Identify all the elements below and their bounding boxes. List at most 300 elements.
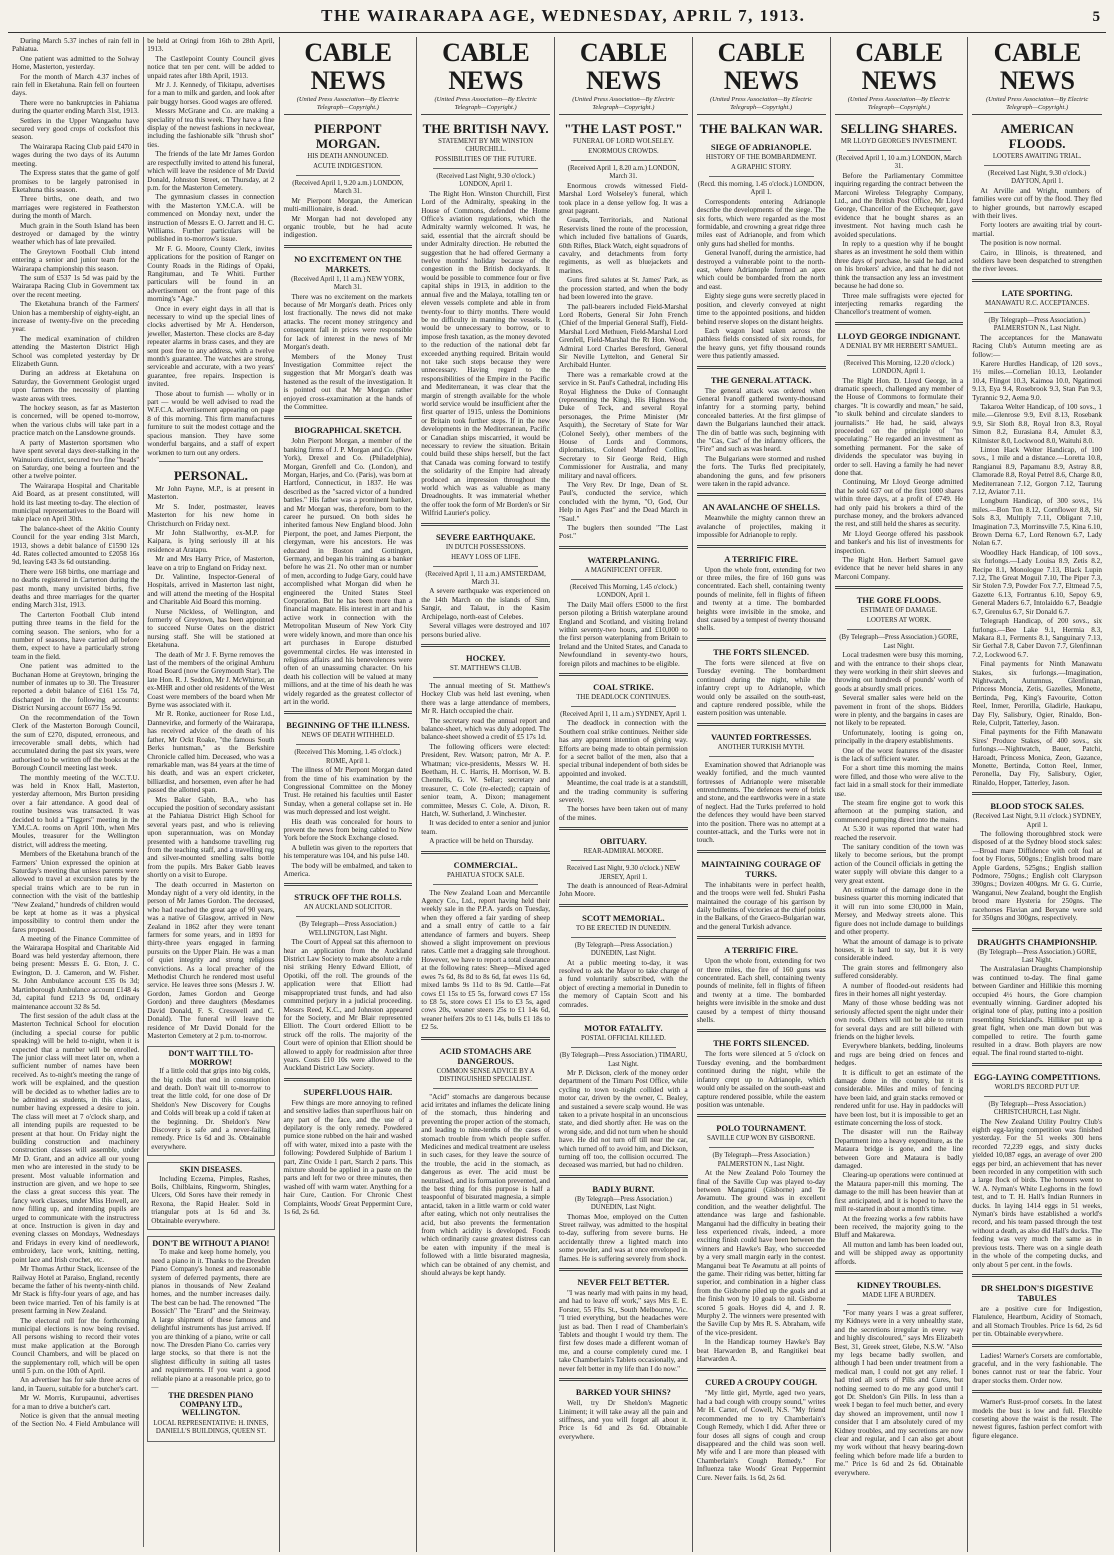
ad-heading: DON'T WAIT TILL TO-MORROW! <box>168 1049 254 1067</box>
article-heading: BARKED YOUR SHINS? <box>575 1387 671 1398</box>
press-credit: (United Press Association—By Electric Telegraph—Copyright.) <box>972 96 1102 115</box>
section-divider <box>972 1390 1102 1393</box>
section-divider <box>421 1037 550 1040</box>
cable-column-1 <box>280 37 418 1552</box>
article-paragraph: Enormous crowds witnessed Field-Marshal Lord Wolseley's funeral, which took place in a dense yellow fog. It was a great pageant. <box>559 181 688 216</box>
page-number: 5 <box>1092 9 1100 25</box>
local-paragraph: There were 168 births, one marriage and no deaths registered in Carterton during the past month, many unvisited births, five deaths and three marriages for the quarter ending March 31st, 1913. <box>12 567 140 610</box>
article-paragraph: Mr Morgan had not developed any organic trouble, but he had acute indigestion. <box>283 214 413 240</box>
article-subheading: MADE LIFE A BURDEN. <box>862 1291 936 1299</box>
advertisement-cold <box>147 1046 274 1156</box>
section-divider <box>284 245 413 248</box>
article-heading: WATERPLANING. <box>587 554 660 565</box>
dateline: (By Telegraph—Press Association.) DUNEDIN, Last Night. <box>574 1195 673 1212</box>
article-heading: THE GORE FLOODS. <box>856 595 942 606</box>
article-paragraph: Woodlley Hack Handicap, of 100 sovs., six furlongs.—Lady Louisa 8.9, Zetis 8.2, Recipe 8.1, Monologue 7.13, Black Lupin 7.12, The Great Moguil 7.10, The Piper 7.3, Sir Stolen 7.9, Powder Fox 7.7, Eltmead 7.5, Gazette 6.13, Fortrantus 6.10, Sepoy 6.9, General Maders 6.7, Intolaiddo 6.7, Beadgie 6.7, Grenulus 6.7, Sir Donald 6.7. <box>972 548 1102 616</box>
article-paragraph: Thomas Moe, employed on the Cutten Street railway, was admitted to the hospital to-day, suffering from severe burns. He accidentally threw a lighted match into some powder, and was at once enveloped in flames. He is suffering severely from shock. <box>559 1212 688 1263</box>
article-heading: THE FORTS SILENCED. <box>713 646 810 657</box>
article-heading: ACID STOMACHS ARE DANGEROUS. <box>439 1045 532 1066</box>
section-divider <box>697 493 826 496</box>
article-heading: CURED A CROUPY COUGH. <box>705 1377 818 1388</box>
article-paragraph: Examination showed that Adrianople was weakly fortified, and the much vaunted fortresses of Adrianople were miserable entrenchments. The defences were of brick and stone, and the earthworks were in a state of neglect. Had the Turks preferred to hold the defences they would have been starved into the position. There was no attempt at a counter-attack, and the Turks were not in touch. <box>696 760 826 845</box>
article-subheading: ENORMOUS CROWDS. <box>588 148 659 155</box>
article-paragraph: Many of those whose bedding was not seriously affected spent the night under their own roofs. Others will not be able to return for several days and are still billeted with friends on the higher levels. <box>834 999 964 1041</box>
divider <box>433 1088 538 1089</box>
article-subheading: MR LLOYD GEORGE'S INVESTMENT. <box>840 138 957 145</box>
article-paragraph: Forty looters are awaiting trial by court-martial. <box>972 221 1102 238</box>
dateline: (Received Last Night, 9.30 o'clock.) DAYTON, April 1. <box>987 170 1087 186</box>
ad-representative: LOCAL REPRESENTATIVE: H. INNES, DANIELL'S BUILDINGS, QUEEN ST. <box>153 1419 269 1435</box>
local-paragraph: One patient was admitted to the Solway Home, Masterton, yesterday. <box>12 54 140 72</box>
article-paragraph: General Ivanoff, during the armistice, had destroyed a vulnerable point to the north-east, where Adrianople formed an apex which could be bombarded from the north and east. <box>696 249 826 291</box>
article-paragraph: At Arville and Wright, numbers of families were cut off by the flood. They fled to higher grounds, but narrowly escaped with their lives. <box>972 186 1102 221</box>
divider <box>433 677 538 678</box>
article-heading: THE GENERAL ATTACK. <box>710 374 812 385</box>
article-heading: SELLING SHARES. <box>840 121 958 136</box>
personal-paragraph: Mrs Baker Gabb, B.A., who has occupied the position of secondary assistant at the Pahiatua District High School for several years past, and who is relieving upon superannuation, was on Monday presented with a handsome travelling rug from the teaching staff, and a travelling rug and silver-mounted smelling salts bottle from the pupils. Mrs Baker Gabb leaves shortly on a visit to Europe. <box>147 795 275 880</box>
dateline: (Received April 1, 8.20 a.m.) LONDON, March 31. <box>567 165 680 181</box>
article-subheading: PAHIATUA STOCK SALE. <box>447 871 525 879</box>
article-heading: KIDNEY TROUBLES. <box>856 1279 941 1290</box>
local-news-flow <box>12 37 275 1547</box>
ad-firm: THE DRESDEN PIANO COMPANY LTD., WELLINGTON. <box>168 1391 254 1418</box>
article-paragraph: At a public meeting to-day, it was resolved to ask the Mayor to take charge of a fund voluntarily subscribed, with the object of erecting a memorial in Dunedin to the memory of Captain Scott and his comrades. <box>559 958 688 1009</box>
article-subheading: FUNERAL OF LORD WOLSELEY. <box>573 138 674 145</box>
article-paragraph: are a positive cure for Indigestion, Flatulence, Heartburn, Acidity of Stomach, and all Stomach Troubles. Price 1s 6d, 2s 6d per tin. Obtainable everywhere. <box>972 1304 1102 1339</box>
article-heading: NO EXCITEMENT ON THE MARKETS. <box>294 253 402 274</box>
press-credit: (United Press Association—By Electric Telegraph—Copyright.) <box>559 96 688 115</box>
article-paragraph: In reply to a question why if he bought shares as an investment he sold them within three days of purchase, he said he had acted on his brokers' advice, and that he did not think the transaction any less an investment because he had done so. <box>834 240 964 291</box>
dateline: (Received April 1, 11 a.m.) NEW YORK, March 31. <box>291 275 405 292</box>
article-subheading: TO BE ERECTED IN DUNEDIN. <box>575 924 671 932</box>
article-paragraph: The position is now normal. <box>980 239 1062 248</box>
article-heading: OBITUARY. <box>599 836 647 847</box>
advertisement-piano <box>147 1236 274 1442</box>
local-paragraph: The Greytown Football Club intend entering a senior and junior team for the Wairarapa championship this season. <box>12 247 140 273</box>
section-divider <box>972 928 1102 931</box>
article-paragraph: Each wagon load taken across the pathless fields consisted of six rounds, for the heavy guns, yet fifty thousand rounds were thus patiently amassed. <box>696 326 826 361</box>
dateline: (Received This Morning, 1.45 o'clock.) ROME, April 1. <box>294 749 402 765</box>
article-paragraph: Upon the whole front, extending for two or three miles, the fire of 160 guns was concentrated. Each shell, containing twenty pounds of melinite, fell in flights of fifteen and twenty at a time. The bombarded heights were invisible in the smoke and dust caused by a tempest of thirty thousand shells. <box>696 957 826 1025</box>
article-paragraph: The illness of Mr Pierpont Morgan dated from the time of his examination by the Congressional Committee on the Money Trust. He retained his faculties until Easter Sunday, when a general collapse set in. He was much depressed and lost weight. <box>283 766 413 817</box>
article-subheading: STATEMENT BY MR WINSTON CHURCHILL. <box>438 138 534 153</box>
article-paragraph: Cairo, in Illinois, is threatened, and soldiers have been despatched to strengthen the river levees. <box>972 248 1102 274</box>
local-paragraph: Mr W. Morris, Kurupaunui, advertises for a man to drive a butcher's cart. <box>12 1394 140 1411</box>
article-paragraph: The steam fire engine got to work this afternoon at the pumping station, and commenced pumping direct into the mains. <box>834 799 964 824</box>
article-paragraph: Few things are more annoying to refined and sensitive ladies than superfluous hair on any part of the face, and the use of a depilatory is the only remedy. Powdered pumice stone rubbed on the hair and washed off with water, mixed into a paste with the following: Powdered Sulphide of Barium 1 part, Zinc Oxide 1 part, Starch 2 parts. This mixture should be applied in a paste on the parts and left for two or three minutes, then washed off with warm water. Anything for a hair Cure, Caution. For Chronic Chest Complaints, Woods' Great Peppermint Cure, 1s 6d, 2s 6d. <box>283 1098 413 1217</box>
personal-paragraph: Mr John Payne, M.P., is at present in Masterton. <box>147 484 275 502</box>
local-paragraph: The gymnasium classes in connection with the Masterton Y.M.C.A. will be commenced on Monday next, under the instruction of Messrs E. O. Jarrett and H. C. Williams. Further particulars will be published in to-morrow's issue. <box>147 193 275 244</box>
article-paragraph: The disaster will run the Railway Department into a heavy expenditure, as the Mataura bridge is gone, and the line between Gore and Mataura is badly damaged. <box>834 1128 964 1171</box>
press-credit: (United Press Association—By Electric Telegraph—Copyright.) <box>421 96 550 115</box>
article-heading: DR SHELDON'S DIGESTIVE TABULES <box>980 1282 1094 1303</box>
dateline: (By Telegraph—Press Association.) CHRISTCHURCH, Last Night. <box>988 1100 1086 1117</box>
newspaper-title: THE WAIRARAPA AGE, WEDNESDAY, APRIL 7, 1913. <box>321 6 806 25</box>
local-paragraph: Members of the Eketahuna branch of the Farmers' Union expressed the opinion at Saturday's meeting that unless parents were allowed to travel at excursion rates by the special trains which are to be run in connection with the visit of the battleship "New Zealand," hundreds of children would be kept at home as it was a physical impossibility to control them under the fares proposed. <box>12 850 140 934</box>
dateline: (Received This Morning, 12.20 o'clock.) LONDON, April 1. <box>843 359 955 376</box>
divider <box>847 150 952 151</box>
cable-column-4 <box>693 37 831 1552</box>
article-paragraph: Mr Lloyd George offered his passbook and banker's and his list of investments for inspection. <box>834 529 964 555</box>
article-subheading: REAR-ADMIRAL MOORE. <box>583 848 664 856</box>
article-paragraph: Upon the whole front, extending for two or three miles, the fire of 160 guns was concentrated. Each shell, containing twenty pounds of melinite, fell in flights of fifteen and twenty at a time. The bombarded heights were invisible in the smoke, and dust caused by a tempest of twenty thousand shells. <box>696 565 826 633</box>
article-paragraph: Before the Parliamentary Committee inquiring regarding the contract between the Marconi Wireless Telegraphy Company, Ltd., and the British Post Office, Mr Lloyd George, Chancellor of the Exchequer, gave evidence that he bought shares as an investment. Not having much cash he avoided speculations. <box>834 171 964 239</box>
article-paragraph: Several villages were destroyed and 107 persons buried alive. <box>421 622 550 639</box>
article-heading: DRAUGHTS CHAMPIONSHIP. <box>977 936 1097 947</box>
article-paragraph: The horses have been taken out of many of the mines. <box>559 805 688 822</box>
divider <box>847 355 952 356</box>
article-heading: LATE SPORTING. <box>1001 287 1073 298</box>
article-heading: EGG-LAYING COMPETITIONS. <box>973 1071 1101 1082</box>
section-divider <box>284 883 413 886</box>
article-paragraph: There was a remarkable crowd at the service in St. Paul's Cathedral, including His Royal Highness the Duke of Connaught (representing the King), His Highness the Duke of Teck, and several Royal personages, the Prime Minister (Mr Asquith), the Secretary of State for War (Colonel Seely), other members of the House of Lords and Commons, diplomatists, Colonel Manfred Collins, Secretary to Sir George Reid, High Commissioner for Australia, and many military and naval officers. <box>559 370 688 480</box>
article-paragraph: "I was nearly mad with pains in my head, and had to leave off work," says Mrs E. E. Forster, 55 Ffts St., South Melbourne, Vic. "I tried everything, but the headaches were just as bad. Then I read of Chamberlain's Tablets and thought I would try them. The first few doses made a different woman of me, and a course completely cured me. I take Chamberlain's Tablets occasionally, and never felt better in my life than I do now." <box>559 1289 688 1373</box>
article-paragraph: The Right Hon. D. Lloyd George, in a dramatic speech, challenged any member of the House of Commons to formulate their charges. "It is cowardly and mean," he said, "to skulk behind and circulate slanders to journalists." He had, he said, always proceeded on the principle of "no speculating." He regarded an investment as something permanent. For the sake of dividends the speculator was buying in order to sell. Having a family he had never done that. <box>834 376 964 477</box>
article-subheading: AN AUCKLAND SOLICITOR. <box>303 904 392 912</box>
dateline: (Received Last Night, 9.30 o'clock.) LONDON, April 1. <box>436 173 535 189</box>
section-divider <box>284 711 413 714</box>
local-paragraph: Once in every eight days in all that is necessary to wind up the special lines of clocks advertised by Mr A. Henderson, jeweller, Masterton. These clocks are 8-day repeater alarms in brass cases, and they are sent post free to any address, with a twelve month's guarantee. The watches are strong, serviceable and accurate, with a two years' guarantee, free repairs. Inspection is invited. <box>147 304 275 389</box>
article-subheading: MANAWATU R.C. ACCEPTANCES. <box>985 299 1090 307</box>
article-heading: BIOGRAPHICAL SKETCH. <box>294 425 402 436</box>
dateline: (Received Last Night, 9.11 o'clock.) SYDNEY, April 1. <box>972 813 1102 829</box>
divider <box>571 860 676 861</box>
article-heading: NEVER FELT BETTER. <box>577 1277 670 1288</box>
ad-text: If a little cold that grips into big colds, the big colds that end in consumption and death. Don't wait till to-morrow to treat the little cold, for one dose of Dr Sheldon's New Discovery for Coughs and Colds will break up a cold if taken at the beginning. Dr. Sheldon's New Discovery is safe and a never-failing remedy. Price 1s 6d and 3s. Obtainable everywhere. <box>151 1067 271 1151</box>
local-paragraph: Those about to furnish — wholly or in part — would be well advised to read the W.F.C.A. advertisement appearing on page 8 of this morning. This firm manufactures furniture to suit the modest cottage and the spacious mansion. They have some wonderful bargains, and a staff of expert workmen to turn out any orders. <box>147 389 275 457</box>
article-subheading: HEAVY LOSS OF LIFE. <box>451 553 521 561</box>
divider <box>433 168 538 169</box>
press-credit: (United Press Association—By Electric Telegraph—Copyright.) <box>284 96 413 115</box>
article-paragraph: The annual meeting of St. Matthew's Hockey Club was held last evening, when there was a large attendance of members, Mr R. Hatch occupied the chair. <box>421 681 550 716</box>
article-subheading: A DENIAL BY MR HERBERT SAMUEL. <box>839 342 958 350</box>
article-paragraph: A bulletin was given to the reporters that his temperature was 104, and his pulse 140. <box>283 843 413 861</box>
cable-news-banner: CABLE NEWS <box>579 38 667 95</box>
divider <box>571 1047 676 1048</box>
article-paragraph: Final payments for Ninth Manawatu Stakes, six furlongs.—Imagination, Nightwatch, Autumnus, Glenfinnan, Princess Moncia, Zetis, Gazelles, Monette, Bertinda, Peg, King's Favourite, Cotton Reel, Inmer, Perorilla, Gladirle, Haukapu, Day Fly, Salisbury, Ogier, Rinaldo, Bon-Rele, Culprit, Tatterley, Jason. <box>972 660 1102 727</box>
local-paragraph: Mr J. J. Kennedy, of Tikitapu, advertises for a man to milk and garden, and look after pair buggy horses. Good wages are offered. <box>147 81 275 106</box>
article-subheading: THE DEADLOCK CONTINUES. <box>576 693 671 701</box>
local-paragraph: A meeting of the Finance Committee of the Wairarapa Hospital and Charitable Aid Board was held yesterday afternoon, there being present: Messrs E. G. Eton, J. C. Ewington, D. J. Cameron, and W. Fisher. St. John Ambulance account £35 0s 3d; Martinborough Ambulance account £148 4s 3d, capital fund £213 9s 0d, ordinary maintenance account 32 8s 5d. <box>12 935 140 1011</box>
article-paragraph: One of the worst features of the disaster is the lack of sufficient water. <box>834 746 964 763</box>
dateline: (Received April 1, 11 a.m.) AMSTERDAM, March 31. <box>425 570 546 587</box>
section-divider <box>284 1078 413 1081</box>
article-subheading: ST. MATTHEW'S CLUB. <box>449 664 522 672</box>
dateline: (By Telegraph—Press Association.) PALMERSTON N., Last Night. <box>712 1152 810 1168</box>
article-heading: "THE LAST POST." <box>564 121 683 136</box>
article-paragraph: Eighty siege guns were secretly placed in position, and cleverly conveyed at night time to the appointed positions, and hidden behind reserve slopes on the distant heights. <box>696 292 826 326</box>
local-paragraph: One patient was admitted to the Buchanan Home at Greytown, bringing the number of inmates up to 30. The Treasurer reported a debit balance of £161 15s 7d, discharged in the following accounts: District Nursing account £677 15s 9d. <box>12 662 140 713</box>
local-paragraph: The friends of the late Mr James Gordon are respectfully invited to attend his funeral, which will leave the residence of Mr David Donald, Johnston Street, on Thursday, at 2 p.m. for the Masterton Cemetery. <box>147 150 275 192</box>
personal-paragraph: The death occurred in Masterton on Monday night of a very old identity, in the person of Mr James Gordon. The deceased, who had reached the great age of 90 years, was a native of Glasgow, arrived in New Zealand in 1862 after they were tenant farmers for some years, and in 1893 for thirty-three years engaged in farming pursuits on the Upper Plain. He was a man of quiet integrity and strong religious convictions. As a local preacher of the Methodist Church he rendered most useful service. He leaves three sons (Messrs J. W. Gordon, James Gordon and George Gordon) and three daughters (Mesdames David Donald, F. S. Cresswell and C. Donald). The funeral will leave the residence of Mr David Donald for the Masterton Cemetery at 2 p.m. to-morrow. <box>147 880 275 1040</box>
article-subheading: A MAGNIFICENT OFFER. <box>584 566 663 574</box>
article-heading: MAINTAINING COURAGE OF TURKS. <box>701 858 822 879</box>
local-paragraph: Mr F. G. Moore, County Clerk, invites applications for the position of Ranger on County Roads in the Ridings of Opaki, Rangitumau, and Te Whiti. Further particulars will be found in an advertisement on the front page of this morning's "Age." <box>147 244 275 304</box>
article-paragraph: At the freezing works a few rabbits have been received, the majority going to the Bluff and Makarewa. <box>834 1214 964 1240</box>
divider <box>571 937 676 938</box>
section-divider <box>421 851 550 854</box>
article-paragraph: Continuing, Mr Lloyd George admitted that he sold 637 out of the first 1000 shares within three days, at a profit of £749. He had only paid his brokers a third of the purchase money, and the brokers advanced the rest, and still held the shares as security. <box>834 478 964 529</box>
article-paragraph: Several smaller sales were held on the pavement in front of the shops. Bidders were in plenty, and the bargains in cases are not likely to be repeated. <box>834 694 964 728</box>
divider <box>571 579 676 580</box>
personal-paragraph: Dr. Valintine, Inspector-General of Hospitals, arrived in Masterton last night, and will attend the meeting of the Hospital and Charitable Aid Board this morning. <box>147 572 275 607</box>
divider <box>847 629 952 630</box>
local-paragraph: Mr Thomas Arthur Stack, licensee of the Railway Hotel at Paraiso, England, recently became the father of his twenty-ninth child. Mr Stack is fifty-four years of age, and has been twice married. Ten of his family is at present farming in New Zealand. <box>12 1265 140 1316</box>
article-paragraph: In the Handicap tourney Hawke's Bay beat Harwarden B, and Rangitikei beat Harwarden A. <box>696 1338 826 1364</box>
article-paragraph: A number of flooded-out residents had fires in their homes all night yesterday. <box>834 981 964 998</box>
cable-column-6 <box>968 37 1106 1552</box>
article-subheading: ACUTE INDIGESTION. <box>313 163 383 170</box>
divider <box>709 176 814 177</box>
article-paragraph: The body will be embalmed, and taken to America. <box>283 861 413 879</box>
dateline: (By Telegraph—Press Association.) PALMERSTON N., Last Night. <box>988 316 1086 333</box>
dateline: (By Telegraph—Press Association.) GORE, Last Night. <box>977 948 1097 964</box>
article-paragraph: The grain stores and fellmongery also suffered considerably. <box>834 963 964 981</box>
article-subheading: NEWS OF DEATH WITHHELD. <box>301 732 395 740</box>
personal-heading: PERSONAL. <box>173 467 248 483</box>
article-heading: COAL STRIKE. <box>593 681 654 692</box>
article-heading: THE BALKAN WAR. <box>699 121 823 136</box>
article-subheading: LOOTERS AWAITING TRIAL. <box>992 153 1082 160</box>
local-paragraph: The Carterton Football Club intend putting three teams in the field for the coming season. The seniors, who for a number of seasons, have carried all before them, expect to have a particularly strong team in the field. <box>12 610 140 661</box>
local-paragraph: The monthly meeting of the W.C.T.U. was held in Knox Hall, Masterton, yesterday afternoon, Mrs Burton presiding over a fair attendance. A good deal of routine business was transacted. It was decided to hold a "Tiggers" meeting in the Y.M.C.A. rooms on April 10th, when Mrs Moules, treasurer for the Wellington district, will address the meeting. <box>12 773 140 849</box>
section-divider <box>559 1014 688 1017</box>
article-paragraph: John Pierpont Morgan, a member of the banking firms of J. P. Morgan and Co. (New York), Drexel and Co. (Philadelphia), Morgan, Grenfell and Co. (London), and Morgan, Harjes, and Co. (Paris), was born at Hartford, Connecticut, in 1837. He was described as the "sacred victor of a hundred battles." His father was a prominent banker, and Mr Morgan was, therefore, born to the career he pursued. On both sides he inherited famous New England blood. John Pierpont, the poet, and James Pierpont, the clergyman, were his ancestors. He was educated in Boston and Gottingen, Germany, and began his training as a banker before he was 21. No other man or number of men, according to Judge Gary, could have accomplished what Morgan did when he engineered the United States Steel Corporation. But he has been more than a financial magnate. His interest in art and his active work in connection with the Metropolitan Museum of New York City were widely known, and more than once his art purchases in Europe disturbed governmental circles. He was interested in religious affairs and his benevolences were often of an unassuming character. On his death his collection will be valued at many millions, and at the time of his death he was widely regarded as the greatest collector of art in the world. <box>283 437 413 706</box>
article-subheading: COMMON SENSE ADVICE BY A DISTINGUISHED SPECIALIST. <box>436 1067 535 1083</box>
article-paragraph: Correspondents entering Adrianople describe the developments of the siege. The six forts, which were regarded as the most formidable, and crowning a great ridge three miles east of Adrianople, and from which only guns had shelled for months. <box>696 197 826 248</box>
section-divider <box>835 1271 964 1274</box>
section-divider <box>559 546 688 549</box>
article-subheading: ANOTHER TURKISH MYTH. <box>717 743 805 751</box>
personal-paragraph: Mr and Mrs Harry Price, of Masterton, leave on a trip to England on Friday next. <box>147 555 275 572</box>
local-paragraph: The first session of the adult class at the Masterton Technical School for elocution (including a special course for public speaking) will be held to-night, when it is expected that a number will be enrolled. The junior class will meet later on, when a sufficient number of names have been received. As to-night's meeting the range of work will be explained, and the question will be decided as to whether ladies are to be admitted as students, in this class, a number having expressed a desire to join. The class will meet at 7 o'clock sharp, and all intending pupils are requested to be present at that hour. On Friday night the building construction and machinery construction classes will assemble, under Mr D. Grant, and an advice all our young men who are interested in the study to be present. Most valuable information and instruction are given, and we hope to see the class a great success this year. The fancy work classes, under Miss Howell, are now filling up, and intending pupils are urged to communicate with the instructress at once. Instruction is given in day and evening classes on Mondays, Wednesdays and Fridays in every kind of needlework, embroidery, lace work, knitting, netting, point lace and Irish crochet, etc. <box>12 1011 140 1264</box>
section-divider <box>697 638 826 641</box>
local-paragraph: For the month of March 4.37 inches of rain fell in Eketahuna. Rain fell on fourteen days. <box>12 72 140 98</box>
local-paragraph: During March 5.37 inches of rain fell in Pahiatua. <box>12 37 140 54</box>
article-paragraph: Mr P. Dickson, clerk of the money order department of the Timaru Post Office, while cycling to town to-night collided with a motor car, driven by the owner, C. Bealey, and sustained a severe scalp wound. He was taken to a private hospital in an unconscious state, and died shortly after. He was on the wrong side, and did not turn when he should have. He did not turn off till near the car, which turned off to avoid him, and Dickson, turning off too, the collision occurred. The deceased was married, but had no children. <box>559 1068 688 1170</box>
divider <box>984 312 1090 313</box>
personal-paragraph: Mr John Stallworthy, ex-M.P. for Kaipara, is lying seriously ill at his residence at Aratapu. <box>147 528 275 554</box>
divider <box>296 916 401 917</box>
article-paragraph: The New Zealand Loan and Mercantile Agency Co., Ltd., report having held their weekly sale in the P.P.A. yards on Tuesday, when they offered a fair yarding of sheep and a small entry of cattle to a fair attendance of farmers and buyers. Sheep showed a slight improvement on previous rates. Cattle met a dragging sale throughout. However, we have to report a total clearance at the following rates: Sheep—Mixed aged ewes 7s 6d, 8s 8d to 8s 6d, fat ewes 11s 6d, mixed lambs 9s 11d to 8s 9d. Cattle—Fat cows £1 15s to £5 5s, forward cows £7 15s to £8 5s, store cows £1 15s to £3 5s, aged cows 20s, weaner steers 25s to £1 14s 6d, weaner heifers 20s to £1 14s, bulls £1 18s to £2 5s. <box>421 888 550 1032</box>
article-paragraph: What the amount of damage is to private houses, it is hard to say, but it is very considerable indeed. <box>834 937 964 963</box>
article-subheading: WORLD'S RECORD PUT UP. <box>994 1083 1080 1091</box>
article-paragraph: Local tradesmen were busy this morning, and with the entrance to their shops clear, they were working in their shirt sleeves and throwing out hundreds of pounds' worth of goods at absurdly small prices. <box>834 651 964 693</box>
article-heading: SCOTT MEMORIAL. <box>582 912 665 923</box>
dateline: (By Telegraph—Press Association.) TIMARU, Last Night. <box>559 1052 688 1068</box>
section-divider <box>697 1029 826 1032</box>
article-subheading: ESTIMATE OF DAMAGE. <box>860 607 938 615</box>
article-paragraph: The Daily Mail offers £5000 to the first person piloting a British waterplane around England and Scotland, and visiting Ireland within seventy-two hours, and £10,000 to the first person waterplaning from Britain to Ireland and the United States, and Canada to Newfoundland in seventy-two hours, foreign pilots and machines to be eligible. <box>559 600 688 668</box>
local-paragraph: There were no bankruptcies in Pahiatua during the quarter ending March 31st, 1913. <box>12 98 140 116</box>
section-divider <box>697 545 826 548</box>
divider <box>296 175 401 176</box>
article-heading: SEVERE EARTHQUAKE. <box>435 531 536 542</box>
article-paragraph: Meantime, the coal trade is at a standstill, and the trading community is suffering severely. <box>559 779 688 804</box>
section-divider <box>559 904 688 907</box>
divider <box>709 756 814 757</box>
article-paragraph: Telegraph Handicap, of 200 sovs., six furlongs.—Bee Lake 9.1, Hermia 8.3, Makara 8.1, Ferments 8.1, Sanguinary 7.13, Sir Gerhal 7.8, Caber Davon 7.7, Glenfinnan 7.2, Lockwood 6.7. <box>972 617 1102 659</box>
local-paragraph: The Castlepoint County Council gives notice that ten per cent. will be added to unpaid rates after 18th April, 1913. <box>147 54 275 80</box>
section-divider <box>421 523 550 526</box>
local-paragraph: Messrs McGrane and Co. are making a speciality of tea this week. They have a fine display of the newest fashions in neckwear, including the fashionable silk "thrush shot" ties. <box>147 107 275 149</box>
section-divider <box>559 827 688 830</box>
article-paragraph: Guards, Territorials, and National Reservists lined the route of the procession, which included five battalions of Guards, 60th Rifles, Black Watch, eight squadrons of cavalry, and detachments from forty regiments, as well as bluejackets and marines. <box>559 216 688 275</box>
columns <box>8 37 1106 1552</box>
article-paragraph: There was no excitement on the markets because of Mr Morgan's death. Prices only lost fractionally. The news did not make attacks. The recent money stringency and consequent fall in prices were responsible for lack of interest in the news of Mr Morgan's death. <box>283 292 413 352</box>
article-paragraph: The Court of Appeal sat this afternoon to hear an application from the Auckland District Law Society to make absolute a rule nisi striking Henry Edward Elliott, of Opotiki, off the roll. The grounds of the application were that Elliott had misappropriated trust funds, and had also committed perjury in a judicial proceeding. Messrs Reed, K.C., and Johnston appeared for the Society, and Mr Blair represented Elliott. The Court ordered Elliott to be struck off the rolls. The majority of the Court were of opinion that Elliott should be allowed to apply for readmission after three years. Costs £10 10s were allowed to the Auckland District Law Society. <box>283 938 413 1073</box>
section-divider <box>559 673 688 676</box>
article-heading: A TERRIFIC FIRE. <box>724 945 798 956</box>
article-heading: MOTOR FATALITY. <box>584 1023 663 1034</box>
article-paragraph: The pall-bearers included Field-Marshal Lord Roberts, General Sir John French (Chief of the Imperial General Staff), Field-Marshal Lord Methuen, Field-Marshal Lord Grenfell, Field-Marshal the Rt Hon. Wood, Admiral Lord Charles Beresford, General Sir Neville Lyttelton, and General Sir Archibald Hunter. <box>559 302 688 370</box>
article-heading: THE BRITISH NAVY. <box>422 121 549 136</box>
article-paragraph: The Right Hon. Winston Churchill, First Lord of the Admiralty, speaking in the House of Commons, defended the Home Office's aviation regulations, which the Admiralty warmly welcomed. It was, he said, essential that the aircraft should be under Admiralty direction. He rebutted the suggestion that he had offered Germany a twelve months' holiday because of the congestion in the British dockyards. It would be possible to commence four or five capital ships in 1913, in addition to the annual five and the Malaya, totalling ten or eleven vessels complete and able in from twenty-four to thirty months. There would be no difficulty in manning the vessels. It would be unnecessary to borrow, or to impose fresh taxation, as the money devoted to the reduction of the national debt far exceeded anything required. Britain would not take such steps because they were unnecessary. Having regard to the responsibilities of the Empire in the Pacific and Mediterranean, it was clear that the margin of strength available for the whole world service would be insufficient after the first quarter of 1915, unless the Dominions or Britain took further steps. If in the new developments in the Mediterranean, Pacific or Canadian ships miscarried, it would be necessary to review the situation. Britain could build these ships herself, but the fact that Canada was coming forward to testify the solidarity of the Empire had already produced an impression throughout the world which was as valuable as many Dreadnoughts. It was immaterial whether the offer took the form of Mr Borden's or Sir Wilfrid Laurier's policy. <box>421 189 550 518</box>
section-divider <box>697 936 826 939</box>
article-paragraph: The Right Hon. Herbert Samuel gave evidence that he never held shares in any Marconi Company. <box>834 556 964 581</box>
cable-news-banner: CABLE NEWS <box>993 38 1081 95</box>
article-paragraph: A severe earthquake was experienced on the 14th March on the islands of Sinn, Sangir, and Talaut, in the Kasim Archipelago, north-east of Celebes. <box>421 587 550 621</box>
dateline: (Received April 1, 11 a.m.) SYDNEY, April 1. <box>560 710 687 718</box>
personal-paragraph: Mr R. Ronke, auctioneer for Rose Ltd., Dannevirke, and formerly of the Wairarapa, has received advice of the death of his father, Mr Ockt Roake, "the famous South Berks huntsman," as the Berkshire Chronicle called him. Deceased, who was a remarkable man, was 84 years at the time of his death, and was an expert cricketer, billiardist, and horsemen, even after he had passed the allotted span. <box>147 710 275 795</box>
article-subheading: IN DUTCH POSSESSIONS. <box>445 543 526 551</box>
local-paragraph: An advertiser has for sale three acres of land, in Taueru, suitable for a butcher's cart. <box>12 1376 140 1393</box>
divider <box>571 160 676 161</box>
local-paragraph: Three births, one death, and two marriages were registered in Featherston during the month of March. <box>12 195 140 221</box>
ad-text: Including Eczema, Pimples, Rashes, Boils, Chilblains, Ringworm, Shingles, Ulcers, Old Sores have their remedy in Rexona, the Rapid Healer. Sold in triangular pots at 1s 6d and 3s. Obtainable everywhere. <box>151 1174 271 1225</box>
article-paragraph: A practice will be held on Thursday. <box>429 837 534 846</box>
article-paragraph: All mutton and lamb has been loaded out, and will be shipped away as opportunity affords. <box>834 1240 964 1266</box>
cable-news-banner: CABLE NEWS <box>717 38 805 95</box>
section-divider <box>697 1368 826 1371</box>
article-paragraph: Takaroa Welter Handicap, of 100 sovs., 1 mile.—Glenrose 9.9, Evil 8.13, Rosebank 9.9, Sir Sloth 8.8, Royal Iron 8.3, Royal Simon 8.2, Eurasiana 8.4, Amulet 8.3, Kilmister 8.0, Lockwood 8.0, Waituhi 8.0. <box>972 402 1102 445</box>
article-paragraph: The deadlock in connection with the Southern coal strike continues. Neither side has any apparent intention of giving way. Efforts are being made to obtain permission for a secret ballot of the men, also that a special tribunal independent of both sides be appointed and invoked. <box>559 719 688 778</box>
ad-heading: SKIN DISEASES. <box>179 1165 242 1175</box>
ad-text: To make and keep home homely, you need a piano in it. Thanks to the Dresden Piano Company's honest and reasonable system of deferred payments, there are pianos in thousands of New Zealand homes, and the number increases daily. The best can be had. The renowned "The Bossich" The "Erard" and the Steinway. A large shipment of these famous and delightful instruments has just arrived. If you are thinking of a piano, write or call now. The Dresden Piano Co. carries very large stocks, so that there is not the slightest difficulty in suiting all tastes and requirements. If you want a good reliable piano at a reasonable price, go to — <box>151 1248 271 1391</box>
dateline: (Received April 1, 9.20 a.m.) LONDON, March 31. <box>292 180 404 196</box>
local-paragraph: During an address at Eketahuna on Saturday, the Government Geologist urged upon farmers the necessity of planting waste areas with trees. <box>12 369 140 403</box>
ad-heading: DON'T BE WITHOUT A PIANO! <box>152 1239 270 1249</box>
article-paragraph: At 5.30 it was reported that water had reached the reservoir. <box>834 825 964 842</box>
article-paragraph: Ladies! Warner's Corsets are comfortable, graceful, and in the very fashionable. The bones cannot rust or tear the fabric. Your draper stocks them. Order now. <box>972 1351 1102 1385</box>
article-paragraph: "My little girl, Myrtle, aged two years, had a bad cough with croupy sound," writes Mr H. Carter, of Cowell, N.S. "My friend recommended me to try Chamberlain's Cough Remedy, which I did. After three or four doses all signs of cough and croup disappeared and the child was soon well. My wife and I are more than pleased with Chamberlain's Cough Remedy." For Influenza take Woods' Great Peppermint Cure. Never fails. 1s 6d, 2s 6d. <box>696 1389 826 1482</box>
section-divider <box>559 1268 688 1271</box>
article-paragraph: The following thoroughbred stock were disposed of at the Sydney blood stock sales:—Broad mare Diffidence with colt foal at foot by Florus, 500gns.; English brood mare Apple Gardens, 525gns.; English stallion Podmore, 750gns.; English colt Clarypson 390gns.; Dovizen 400gns. Mr G. G. Currie, Wanganui, New Zealand, bought the English brood mare Hysteria for 250gns. The racehorses Flavian and Beryane were sold for 350gns and 300gns, respectively. <box>972 830 1102 923</box>
local-paragraph: The electoral roll for the forthcoming municipal elections is now being revised. All persons wishing to record their votes must make application at the Borough Council Chambers, and will be placed on the supplementary roll, which will be open until 5 p.m. on the 10th of April. <box>12 1316 140 1375</box>
cable-column-2 <box>417 37 555 1552</box>
dateline: (By Telegraph—Press Association.) GORE, Last Night. <box>839 634 959 650</box>
section-divider <box>697 723 826 726</box>
article-heading: STRUCK OFF THE ROLLS. <box>294 892 402 903</box>
article-paragraph: "Acid" stomachs are dangerous because acid irritates and inflames the delicate lining of the stomach, thus hindering and preventing the proper action of the stomach, and leading to nine-tenths of the cases of stomach trouble from which people suffer. Medicines and medical treatment are useless in such cases, for they leave the source of the trouble, the acid in the stomach, as dangerous as ever. The acid must be neutralised, and its formation prevented, and the best thing for this purpose is half a teaspoonful of bisurated magnesia, a simple antacid, taken in a little warm or cold water after eating, which not only neutralises the acid, but also prevents the fermentation from which acidity is developed. Foods which ordinarily cause greatest distress can be eaten with impunity if the meal is followed with a little bisurated magnesia, which can be obtained of any chemist, and should always be kept handy. <box>421 1092 550 1278</box>
article-paragraph: The acceptances for the Manawatu Racing Club's Autumn meeting are as follow:— <box>972 333 1102 359</box>
article-paragraph: Clearing-up operations were continued at the Mataura paper-mill this morning. The damage to the mill has been heavier than at first anticipated, and it is hoped to have the mill re-started in about a month's time. <box>834 1171 964 1214</box>
divider <box>709 1147 814 1148</box>
article-heading: A TERRIFIC FIRE. <box>724 553 798 564</box>
section-divider <box>972 1063 1102 1066</box>
divider <box>984 1096 1090 1097</box>
article-paragraph: Longburn Handicap, of 300 sovs., 1¼ miles.—Bon Ton 8.12, Cornflower 8.8, Sir Sols 8.3, Multiply 7.11, Obligant 7.10, Imagination 7.3, Morrinsville 7.5, Kina 6.10, Brown Derna 6.7, Lord Renown 6.7, Lady Nolan 6.7. <box>972 497 1102 548</box>
section-divider <box>421 644 550 647</box>
local-paragraph: Settlers in the Upper Wangaehu have secured very good crops of cocksfoot this season. <box>12 116 140 142</box>
dateline: (By Telegraph—Press Association.) DUNEDIN, Last Night. <box>574 941 673 958</box>
article-paragraph: Karere Hurdles Handicap, of 120 sovs., 1½ miles.—Cornelian 10.13, Leolander 10.4, Flingot 10.3, Kaimoa 10.0, Ngatimoti 9.13, Eya 9.4, Rosebrook 9.3, Stan Pan 9.3, Tyrannic 9.2, Aema 9.0. <box>972 359 1102 402</box>
article-paragraph: The inhabitants were in perfect health, and the troops were well fed. Shukri Pasha maintained the courage of his garrison by daily bulletins of victories at the chief points in the Balkans, of the Graeco-Bulgarian war, and the general Turkish advance. <box>696 880 826 931</box>
local-paragraph: On the recommendation of the Town Clerk of the Masterton Borough Council, the sum of £270, disputed, erroneous, and irrecoverable small debts, which had accumulated during the past six years, were authorised to be written off the books at the Borough Council meeting last week. <box>12 713 140 773</box>
local-paragraph: The hockey season, as far as Masterton is concerned, will be opened to-morrow, when the various clubs will take part in a practice match on the Lansdowne grounds. <box>12 404 140 438</box>
advertisement-skin <box>147 1162 274 1230</box>
dateline: (By Telegraph—Press Association.) WELLINGTON, Last Night. <box>299 921 397 937</box>
article-heading: COMMERCIAL. <box>453 859 518 870</box>
article-paragraph: Warner's Rust-proof corsets. In the latest models the bust is low and full. Flexible corseting above the waist is the result. The newest figures, fashion perfect comfort with figure elegance. <box>972 1398 1102 1440</box>
divider <box>159 461 262 462</box>
section-divider <box>559 1378 688 1381</box>
article-paragraph: An estimate of the damage done in the business quarter this morning indicated that it will run into some £30,000 in Main, Mersey, and Medway streets alone. This figure does not include damage to buildings and other property. <box>834 886 964 937</box>
local-paragraph: Notice is given that the annual meeting of the Section No. 4 Field Ambulance will be held at Oringi from 16th to 28th April, 1913. <box>12 37 275 1429</box>
article-heading: PIERPONT MORGAN. <box>314 121 382 151</box>
personal-paragraph: Mr S. Inder, postmaster, leaves Masterton for his new home in Christchurch on Friday next. <box>147 502 275 528</box>
section-divider <box>284 416 413 419</box>
article-paragraph: The secretary read the annual report and balance-sheet, which was duly adopted. The balance-sheet showed a credit of £5 17s 1d. <box>421 716 550 742</box>
cable-news-banner: CABLE NEWS <box>442 38 530 95</box>
press-credit: (United Press Association—By Electric Telegraph—Copyright.) <box>835 96 964 115</box>
article-heading: BADLY BURNT. <box>592 1183 655 1194</box>
section-divider <box>972 279 1102 282</box>
article-heading: BLOOD STOCK SALES. <box>990 801 1084 812</box>
section-divider <box>697 366 826 369</box>
article-heading: POLO TOURNAMENT. <box>716 1123 806 1134</box>
article-paragraph: The Very Rev. Dr Inge, Dean of St. Paul's, conducted the service, which concluded with the hymn, "O, God, Our Help in Ages Past" and the Dead March in "Saul." <box>559 481 688 523</box>
article-paragraph: Linton Hack Welter Handicap, of 100 sovs., 1 mile and a distance.—Loretta 10.8, Rangianui 8.9, Papamanu 8.9, Astray 8.8, Clamorade 8.8, Royal Petrel 8.6, Charge 8.0, Mediterranean 7.12, Gorgon 7.12, Taurung 7.12, Aviator 7.11. <box>972 445 1102 496</box>
article-paragraph: Everywhere blankets, bedding, linoleums and rugs are being dried on fences and hedges. <box>834 1042 964 1068</box>
article-paragraph: Unfortunately, looting is going on, principally in the drapery establishments. <box>834 728 964 746</box>
personal-paragraph: The death of Mr J. F. Byrne removes the last of the members of the original Amhuru Road Board (now the Greymouth Star). The late Hon. R. J. Seddon, Mr J. McWhirter, an ex-MHR and other old residents of the West Coast were members of the board when Mr Byrne was associated with it. <box>147 650 275 710</box>
article-subheading: SAVILLE CUP WON BY GISBORNE. <box>707 1135 816 1143</box>
local-paragraph: The balance-sheet of the Akitio County Council for the year ending 31st March, 1913, shows a debit balance of £1590 12s 4d. Rates collected amounted to £2058 16s 9d, leaving £43 3s 6d outstanding. <box>12 524 140 567</box>
article-paragraph: His death was concealed for hours to prevent the news from being cabled to New York before the Stock Exchange closed. <box>283 817 413 843</box>
article-paragraph: The Bulgarians were stormed and rushed the forts. The Turks fled precipitately, abandoning the guns, and few prisoners were taken in the rapid advance. <box>696 454 826 488</box>
article-paragraph: The following officers were elected: President, Rev. Watson; patron, Mr A. P. Whatman; vice-presidents, Messrs W. H. Beetham, H. C. Harris, H. Morrison, W. B. Chennells, G. W. Sellar; secretary and treasurer, C. Cole (re-elected); captain of senior team, A. Dixon; management committee, Messrs C. Cole, A. Dixon, R. Hatch, W. Sutherland, J. Winchester. <box>421 742 550 818</box>
cable-column-5 <box>831 37 969 1552</box>
local-paragraph: A party of Masterton sportsmen who have spent several days deer-stalking in the Wainuioru district, secured two fine "heads" on Saturday, one being a fourteen and the other a twelve pointer. <box>12 438 140 481</box>
article-paragraph: Well, try Dr Sheldon's Magnetic Liniment; it will take away all the pain and stiffness, and you will forget all about it. Price 1s 6d and 2s 6d. Obtainable everywhere. <box>559 1399 688 1441</box>
divider <box>984 165 1090 166</box>
divider <box>433 566 538 567</box>
article-paragraph: The buglers then sounded "The Last Post." <box>559 524 688 541</box>
article-paragraph: Mr Pierpont Morgan, the American multi-millionaire, is dead. <box>283 196 413 214</box>
article-heading: BEGINNING OF THE ILLNESS. <box>286 720 410 731</box>
article-paragraph: Meanwhile the mighty cannon threw an avalanche of projectiles, making it impossible for Adrianople to reply. <box>696 514 826 540</box>
section-divider <box>972 792 1102 795</box>
section-divider <box>972 1274 1102 1277</box>
local-paragraph: The Express states that the game of golf promises to be largely patronised in Eketahuna this season. <box>12 169 140 194</box>
article-heading: VAUNTED FORTRESSES. <box>711 731 812 742</box>
article-heading: LLOYD GEORGE INDIGNANT. <box>837 330 961 341</box>
article-paragraph: The forts were silenced at five on Tuesday evening. The bombardment continued during the night, while the infantry crept up to Adrianople, which would only be assailed on the south-east, and capture rendered possible, while the eastern position was untenable. <box>696 658 826 718</box>
article-heading: AMERICAN FLOODS. <box>1000 121 1074 151</box>
local-paragraph: Much grain in the South Island has been destroyed or damaged by the wintry weather which has of late prevailed. <box>12 221 140 247</box>
cable-news-banner: CABLE NEWS <box>855 38 943 95</box>
section-divider <box>835 586 964 589</box>
article-paragraph: The death is announced of Rear-Admiral John Moore. <box>559 882 688 899</box>
article-paragraph: The New Zealand Utility Poultry Club's eighth egg-laying competition was finished yesterday. For the 51 weeks 300 hens recorded 72,239 eggs, and sixty ducks yielded 10,087 eggs, an average of over 200 eggs per bird, an achievement that has never been recorded in any competition with such a large flock of birds. The honours went to W. A. Nyman's White Leghorns in the fowl test, and to T. H. Hall's Indian Runners in ducks. In laying 1414 eggs in 51 weeks, Nyman's birds have established a world's record, and his team passed through the test without a death, as also did Hall's ducks. The feeding was very much the same as in previous tests. There was on a single death in the whole of the competing ducks, and only about 5 per cent. in the fowls. <box>972 1117 1102 1269</box>
divider <box>296 744 401 745</box>
article-paragraph: Three male suffragists were ejected for interjecting remarks regarding the Chancellor's treatment of women. <box>834 291 964 317</box>
section-divider <box>835 322 964 325</box>
article-heading: THE FORTS SILENCED. <box>713 1038 810 1049</box>
section-divider <box>972 1344 1102 1347</box>
local-paragraph: The sum of £537 1s 5d was paid by the Wairarapa Racing Club in Government tax over the recent meeting. <box>12 273 140 299</box>
